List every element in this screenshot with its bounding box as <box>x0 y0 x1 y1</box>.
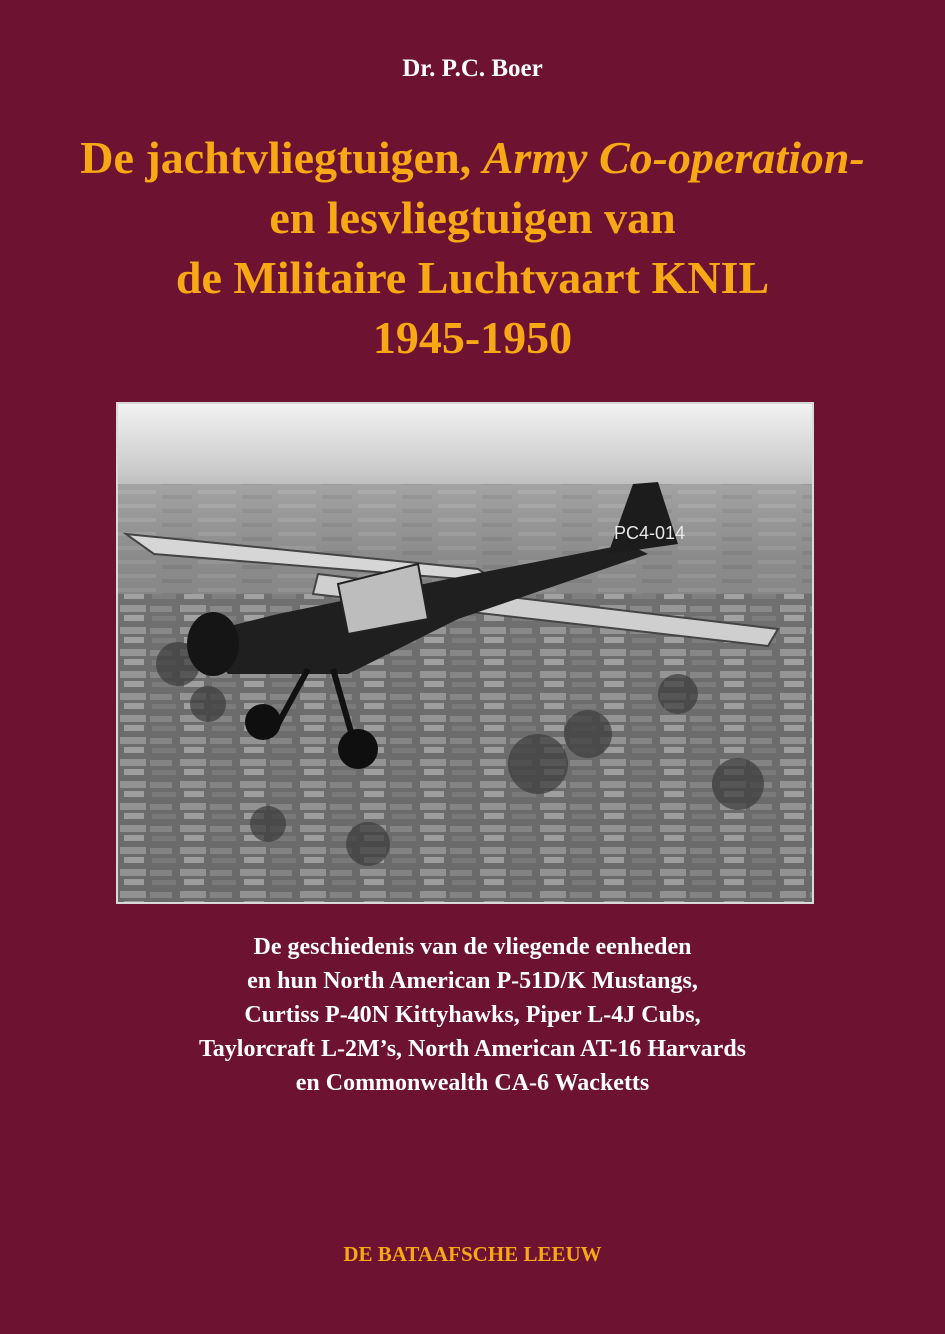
book-subtitle <box>0 930 945 1100</box>
title-line-1-normal: De jachtvliegtuigen, <box>80 132 483 183</box>
title-line-4: 1945-1950 <box>372 312 573 363</box>
book-title <box>0 128 945 368</box>
subtitle-line-2: en hun North American P-51D/K Mustangs, <box>247 968 698 994</box>
title-line-2: en lesvliegtuigen van <box>269 192 676 243</box>
publisher-name: DE BATAAFSCHE LEEUW <box>343 1242 602 1266</box>
subtitle-line-4: Taylorcraft L-2M’s, North American AT-16 Harvards <box>198 1036 747 1062</box>
aircraft-marking: PC4-014 <box>614 523 686 543</box>
subtitle-line-3: Curtiss P-40N Kittyhawks, Piper L-4J Cubs, <box>244 1002 701 1028</box>
subtitle-line-5: en Commonwealth CA-6 Wacketts <box>295 1070 650 1096</box>
title-line-1 <box>0 128 945 188</box>
aircraft-photo-illustration <box>118 404 812 902</box>
author-name: Dr. P.C. Boer <box>402 55 543 82</box>
title-line-1-italic: Army Co-operation- <box>482 132 865 183</box>
cover-photo <box>116 402 814 904</box>
title-line-3: de Militaire Luchtvaart KNIL <box>175 252 770 303</box>
subtitle-line-1: De geschiedenis van de vliegende eenheden <box>253 934 692 960</box>
